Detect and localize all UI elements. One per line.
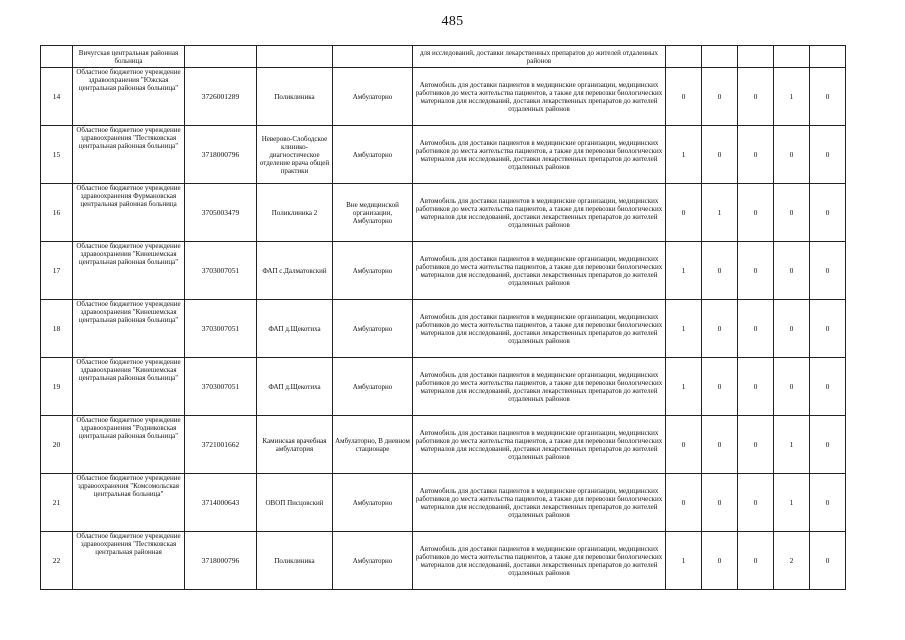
table-body bbox=[41, 46, 846, 590]
division-cell bbox=[257, 46, 333, 68]
count-cell: 0 bbox=[666, 68, 702, 126]
count-cell: 0 bbox=[810, 300, 846, 358]
purpose-cell: Автомобиль для доставки пациентов в медицинские организации, медицинских работников до места жительства пациентов, а также для перевозки биологических материалов для исследований, доставки лекарственных препаратов до жителей отдаленных районов bbox=[413, 184, 666, 242]
count-cell: 0 bbox=[810, 532, 846, 590]
inn-cell: 3703007051 bbox=[185, 242, 257, 300]
count-cell: 0 bbox=[702, 416, 738, 474]
count-cell: 0 bbox=[702, 474, 738, 532]
count-cell: 0 bbox=[666, 416, 702, 474]
division-cell: Каминская врачебная амбулатория bbox=[257, 416, 333, 474]
division-cell: Поликлиника 2 bbox=[257, 184, 333, 242]
row-number-cell bbox=[41, 46, 73, 68]
division-cell: Поликлиника bbox=[257, 68, 333, 126]
count-cell: 0 bbox=[702, 358, 738, 416]
count-cell: 0 bbox=[810, 68, 846, 126]
inn-cell: 3703007051 bbox=[185, 300, 257, 358]
row-number-cell: 14 bbox=[41, 68, 73, 126]
division-cell: ФАП д.Щекотиха bbox=[257, 300, 333, 358]
inn-cell: 3714000643 bbox=[185, 474, 257, 532]
count-cell: 0 bbox=[810, 126, 846, 184]
count-cell bbox=[774, 46, 810, 68]
count-cell: 0 bbox=[702, 300, 738, 358]
count-cell: 0 bbox=[738, 184, 774, 242]
purpose-cell: Автомобиль для доставки пациентов в медицинские организации, медицинских работников до места жительства пациентов, а также для перевозки биологических материалов для исследований, доставки лекарственных препаратов до жителей отдаленных районов bbox=[413, 68, 666, 126]
count-cell: 1 bbox=[666, 358, 702, 416]
count-cell: 0 bbox=[738, 358, 774, 416]
row-number-cell: 18 bbox=[41, 300, 73, 358]
purpose-cell: для исследований, доставки лекарственных препаратов до жителей отдаленных районов bbox=[413, 46, 666, 68]
organization-cell: Областное бюджетное учреждение здравоохранения "Южская центральная районная больница" bbox=[73, 68, 185, 126]
inn-cell: 3726001289 bbox=[185, 68, 257, 126]
conditions-cell: Амбулаторно bbox=[333, 68, 413, 126]
count-cell: 1 bbox=[666, 532, 702, 590]
count-cell bbox=[702, 46, 738, 68]
count-cell bbox=[666, 46, 702, 68]
count-cell: 0 bbox=[738, 68, 774, 126]
row-number-cell: 21 bbox=[41, 474, 73, 532]
division-cell: Неверово-Слободское клинико-диагностическое отделение врача общей практики bbox=[257, 126, 333, 184]
inn-cell bbox=[185, 46, 257, 68]
purpose-cell: Автомобиль для доставки пациентов в медицинские организации, медицинских работников до места жительства пациентов, а также для перевозки биологических материалов для исследований, доставки лекарственных препаратов до жителей отдаленных районов bbox=[413, 416, 666, 474]
count-cell: 0 bbox=[810, 474, 846, 532]
count-cell: 0 bbox=[774, 184, 810, 242]
organization-cell: Областное бюджетное учреждение здравоохранения "Пестяковская центральная районная bbox=[73, 532, 185, 590]
division-cell: ФАП с.Далматовский bbox=[257, 242, 333, 300]
row-number-cell: 19 bbox=[41, 358, 73, 416]
inn-cell: 3718000796 bbox=[185, 532, 257, 590]
inn-cell: 3705003479 bbox=[185, 184, 257, 242]
organization-cell: Областное бюджетное учреждение здравоохранения "Комсомольская центральная больница" bbox=[73, 474, 185, 532]
count-cell: 1 bbox=[774, 68, 810, 126]
table-row bbox=[41, 474, 846, 532]
count-cell: 0 bbox=[702, 242, 738, 300]
conditions-cell: Амбулаторно, В дневном стационаре bbox=[333, 416, 413, 474]
inn-cell: 3703007051 bbox=[185, 358, 257, 416]
conditions-cell: Амбулаторно bbox=[333, 474, 413, 532]
table-row bbox=[41, 358, 846, 416]
count-cell: 0 bbox=[810, 242, 846, 300]
organization-cell: Областное бюджетное учреждение здравоохранения "Кинешемская центральная районная больница" bbox=[73, 242, 185, 300]
count-cell bbox=[810, 46, 846, 68]
count-cell: 0 bbox=[666, 474, 702, 532]
organization-cell: Областное бюджетное учреждение здравоохранения "Пестяковская центральная районная больница" bbox=[73, 126, 185, 184]
row-number-cell: 15 bbox=[41, 126, 73, 184]
division-cell: ФАП д.Щекотиха bbox=[257, 358, 333, 416]
conditions-cell bbox=[333, 46, 413, 68]
count-cell: 0 bbox=[738, 416, 774, 474]
count-cell: 0 bbox=[810, 358, 846, 416]
row-number-cell: 17 bbox=[41, 242, 73, 300]
organization-cell: Областное бюджетное учреждение здравоохранения "Кинешемская центральная районная больница" bbox=[73, 300, 185, 358]
count-cell: 0 bbox=[774, 126, 810, 184]
conditions-cell: Амбулаторно bbox=[333, 358, 413, 416]
organization-cell: Областное бюджетное учреждение здравоохранения Фурмановская центральная районная больница bbox=[73, 184, 185, 242]
count-cell: 0 bbox=[702, 68, 738, 126]
table-row bbox=[41, 68, 846, 126]
row-number-cell: 16 bbox=[41, 184, 73, 242]
organization-cell: Вичугская центральная районная больница bbox=[73, 46, 185, 68]
count-cell: 0 bbox=[738, 532, 774, 590]
conditions-cell: Амбулаторно bbox=[333, 242, 413, 300]
count-cell: 0 bbox=[774, 358, 810, 416]
count-cell bbox=[738, 46, 774, 68]
inn-cell: 3721001662 bbox=[185, 416, 257, 474]
count-cell: 0 bbox=[738, 242, 774, 300]
table-row bbox=[41, 242, 846, 300]
count-cell: 0 bbox=[702, 532, 738, 590]
vehicles-table bbox=[40, 45, 846, 590]
table-row bbox=[41, 126, 846, 184]
count-cell: 0 bbox=[666, 184, 702, 242]
page-number: 485 bbox=[441, 14, 464, 29]
purpose-cell: Автомобиль для доставки пациентов в медицинские организации, медицинских работников до места жительства пациентов, а также для перевозки биологических материалов для исследований, доставки лекарственных препаратов до жителей отдаленных районов bbox=[413, 126, 666, 184]
purpose-cell: Автомобиль для доставки пациентов в медицинские организации, медицинских работников до места жительства пациентов, а также для перевозки биологических материалов для исследований, доставки лекарственных препаратов до жителей отдаленных районов bbox=[413, 358, 666, 416]
count-cell: 0 bbox=[738, 300, 774, 358]
count-cell: 0 bbox=[810, 416, 846, 474]
count-cell: 0 bbox=[738, 474, 774, 532]
count-cell: 1 bbox=[774, 474, 810, 532]
conditions-cell: Амбулаторно bbox=[333, 126, 413, 184]
division-cell: ОВОП Писцовский bbox=[257, 474, 333, 532]
conditions-cell: Амбулаторно bbox=[333, 532, 413, 590]
table-row-continued bbox=[41, 46, 846, 68]
count-cell: 2 bbox=[774, 532, 810, 590]
conditions-cell: Вне медицинской организации, Амбулаторно bbox=[333, 184, 413, 242]
inn-cell: 3718000796 bbox=[185, 126, 257, 184]
count-cell: 0 bbox=[774, 300, 810, 358]
table-row bbox=[41, 300, 846, 358]
purpose-cell: Автомобиль для доставки пациентов в медицинские организации, медицинских работников до места жительства пациентов, а также для перевозки биологических материалов для исследований, доставки лекарственных препаратов до жителей отдаленных районов bbox=[413, 242, 666, 300]
count-cell: 0 bbox=[702, 126, 738, 184]
count-cell: 1 bbox=[702, 184, 738, 242]
count-cell: 1 bbox=[666, 126, 702, 184]
count-cell: 1 bbox=[666, 300, 702, 358]
count-cell: 0 bbox=[738, 126, 774, 184]
organization-cell: Областное бюджетное учреждение здравоохранения "Родниковская центральная районная больница" bbox=[73, 416, 185, 474]
purpose-cell: Автомобиль для доставки пациентов в медицинские организации, медицинских работников до места жительства пациентов, а также для перевозки биологических материалов для исследований, доставки лекарственных препаратов до жителей отдаленных районов bbox=[413, 532, 666, 590]
division-cell: Поликлиника bbox=[257, 532, 333, 590]
purpose-cell: Автомобиль для доставки пациентов в медицинские организации, медицинских работников до места жительства пациентов, а также для перевозки биологических материалов для исследований, доставки лекарственных препаратов до жителей отдаленных районов bbox=[413, 300, 666, 358]
table-row bbox=[41, 532, 846, 590]
count-cell: 0 bbox=[810, 184, 846, 242]
count-cell: 0 bbox=[774, 242, 810, 300]
table-row bbox=[41, 184, 846, 242]
conditions-cell: Амбулаторно bbox=[333, 300, 413, 358]
row-number-cell: 22 bbox=[41, 532, 73, 590]
purpose-cell: Автомобиль для доставки пациентов в медицинские организации, медицинских работников до места жительства пациентов, а также для перевозки биологических материалов для исследований, доставки лекарственных препаратов до жителей отдаленных районов bbox=[413, 474, 666, 532]
count-cell: 1 bbox=[666, 242, 702, 300]
organization-cell: Областное бюджетное учреждение здравоохранения "Кинешемская центральная районная больница" bbox=[73, 358, 185, 416]
row-number-cell: 20 bbox=[41, 416, 73, 474]
table-row bbox=[41, 416, 846, 474]
count-cell: 1 bbox=[774, 416, 810, 474]
